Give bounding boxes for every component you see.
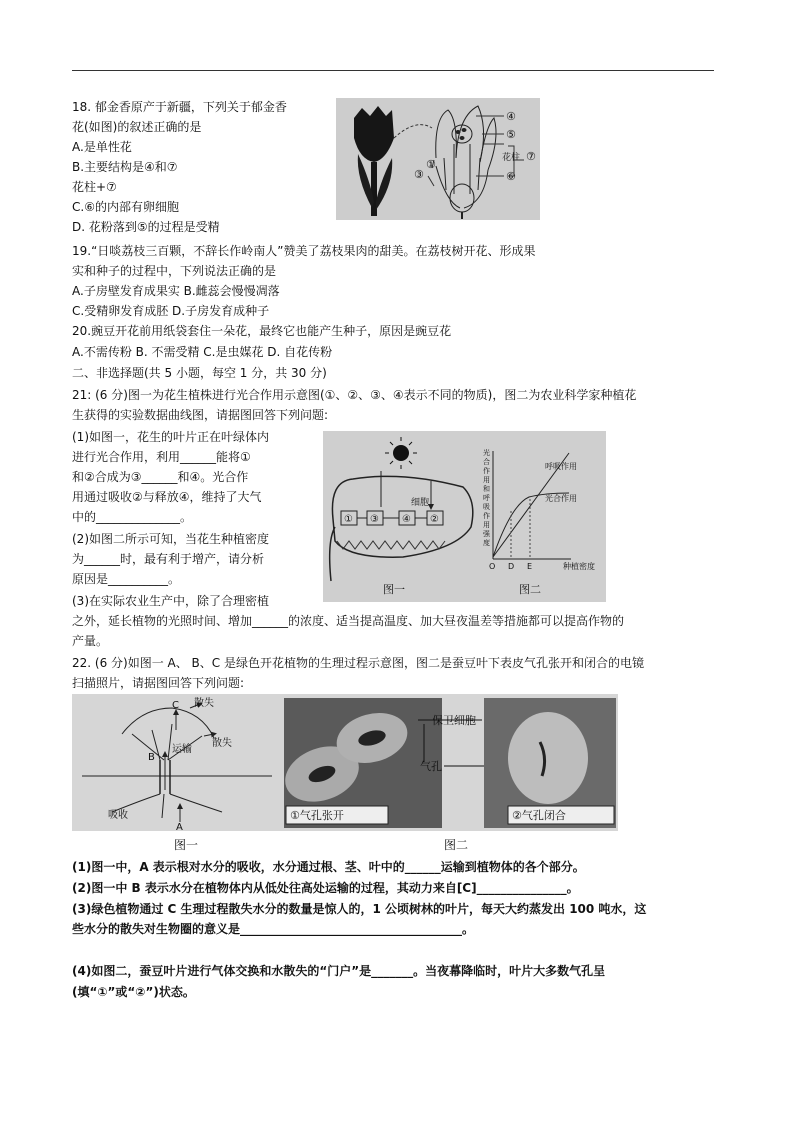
q18-option-b: B.主要结构是④和⑦ (72, 160, 178, 174)
q22-question-2: (2)图一中 B 表示水分在植物体内从低处往高处运输的过程，其动力来自[C]_______________。 (72, 881, 579, 895)
q18-line: 18. 郁金香原产于新疆，下列关于郁金香 (72, 100, 287, 114)
q21-text: (3)在实际农业生产中，除了合理密植 (72, 594, 269, 608)
q22-question-4: (4)如图二，蚕豆叶片进行气体交换和水散失的“门户”是_______。当夜幕降临时，叶片大多数气孔呈 (72, 964, 606, 978)
tree-label: 散失 (194, 698, 214, 709)
q22-question-1: (1)图一中，A 表示根对水分的吸收，水分通过根、茎、叶中的______运输到植物体的各个部分。 (72, 860, 585, 874)
graph-xlabel: 种植密度 (563, 562, 595, 571)
q22-question-3: (3)绿色植物通过 C 生理过程散失水分的数量是惊人的，1 公顷树林的叶片，每天大约蒸发出 100 吨水，这 (72, 902, 647, 916)
photo-label: ③ (370, 514, 379, 525)
q21-text: 进行光合作用，利用______能将① (72, 450, 251, 464)
tree-label: 运输 (172, 744, 192, 755)
photosynthesis-figure (323, 431, 606, 602)
q19-line: 19.“日啖荔枝三百颗，不辞长作岭南人”赞美了荔枝果肉的甜美。在荔枝树开花、形成果 (72, 244, 536, 258)
tree-label: 吸收 (108, 810, 128, 821)
tulip-figure (336, 98, 540, 220)
tree-label: A (176, 822, 183, 831)
q21-text: 产量。 (72, 634, 109, 648)
q21-text: 原因是__________。 (72, 572, 181, 586)
figure-caption: 图二 (444, 838, 469, 852)
guard-cell-label: 保卫细胞 (432, 714, 476, 727)
stoma-label: 气孔 (420, 760, 442, 773)
q18-option-c: C.⑥的内部有卵细胞 (72, 200, 179, 214)
curve-label-photosynthesis: 光合作用 (545, 494, 577, 503)
q20-line: 20.豌豆开花前用纸袋套住一朵花，最终它也能产生种子，原因是豌豆花 (72, 324, 452, 338)
q18-line: 花(如图)的叙述正确的是 (72, 120, 202, 134)
flower-label: 花柱 (502, 153, 521, 163)
graph-ylabel-text: 光合作用和呼吸作用强度 (483, 449, 490, 547)
stomata-closed-label: ②气孔闭合 (512, 809, 566, 822)
q21-text: 之外，延长植物的光照时间、增加______的浓度、适当提高温度、加大昼夜温差等措施都可以提高作物的 (72, 614, 625, 628)
flower-label: ⑥ (506, 170, 516, 183)
graph-tick: D (508, 562, 515, 571)
tree-label: B (148, 752, 155, 763)
q21-intro: 21: (6 分)图一为花生植株进行光合作用示意图(①、②、③、④表示不同的物质)，图二为农业科学家种植花 (72, 388, 637, 402)
figure-caption: 图二 (519, 583, 541, 596)
graph-ylabel (483, 448, 491, 547)
q21-text: 和②合成为③______和④。光合作 (72, 470, 249, 484)
flower-label: ⑤ (506, 128, 516, 141)
tree-label: 散失 (212, 738, 232, 749)
figure-caption: 图一 (383, 583, 405, 596)
curve-label-respiration: 呼吸作用 (545, 462, 577, 471)
q18-option-a: A.是单性花 (72, 140, 132, 154)
section-heading: 二、非选择题(共 5 小题，每空 1 分，共 30 分) (72, 366, 327, 380)
photo-label: 细胞 (411, 498, 430, 508)
q19-options-ab: A.子房壁发育成果实 B.雌蕊会慢慢凋落 (72, 284, 280, 298)
q19-options-cd: C.受精卵发育成胚 D.子房发育成种子 (72, 304, 270, 318)
q22-question-4: (填“①”或“②”)状态。 (72, 985, 195, 999)
flower-label: ① (426, 158, 436, 171)
stomata-open-label: ①气孔张开 (290, 809, 344, 822)
plant-stomata-figure (72, 694, 618, 831)
q20-options: A.不需传粉 B. 不需受精 C.是虫媒花 D. 自花传粉 (72, 345, 333, 359)
photo-label: ② (430, 514, 439, 525)
q21-text: 中的______________。 (72, 510, 193, 524)
q18-line: 花柱+⑦ (72, 180, 117, 194)
tree-label: C (172, 700, 179, 711)
q21-intro: 生获得的实验数据曲线图，请据图回答下列问题: (72, 408, 329, 422)
photo-label: ④ (402, 514, 411, 525)
q21-text: 为______时，最有利于增产，请分析 (72, 552, 265, 566)
graph-tick: E (527, 562, 533, 571)
q22-intro: 22. (6 分)如图一 A、 B、C 是绿色开花植物的生理过程示意图，图二是蚕豆叶下表皮气孔张开和闭合的电镜 (72, 656, 644, 670)
q18-option-d: D. 花粉落到⑤的过程是受精 (72, 220, 220, 234)
q21-text: 用通过吸收②与释放④，维持了大气 (72, 490, 262, 504)
flower-label: ④ (506, 110, 516, 123)
photo-label: ① (344, 514, 353, 525)
graph-tick: O (489, 562, 496, 571)
flower-label: ⑦ (526, 150, 536, 163)
top-rule (72, 70, 714, 71)
q22-question-3: 些水分的散失对生物圈的意义是_____________________________________。 (72, 922, 475, 936)
figure-caption: 图一 (174, 838, 199, 852)
q22-intro: 扫描照片，请据图回答下列问题: (72, 676, 245, 690)
q21-text: (2)如图二所示可知，当花生种植密度 (72, 532, 269, 546)
q19-line: 实和种子的过程中，下列说法正确的是 (72, 264, 277, 278)
q21-text: (1)如图一，花生的叶片正在叶绿体内 (72, 430, 269, 444)
flower-label: ③ (414, 168, 424, 181)
